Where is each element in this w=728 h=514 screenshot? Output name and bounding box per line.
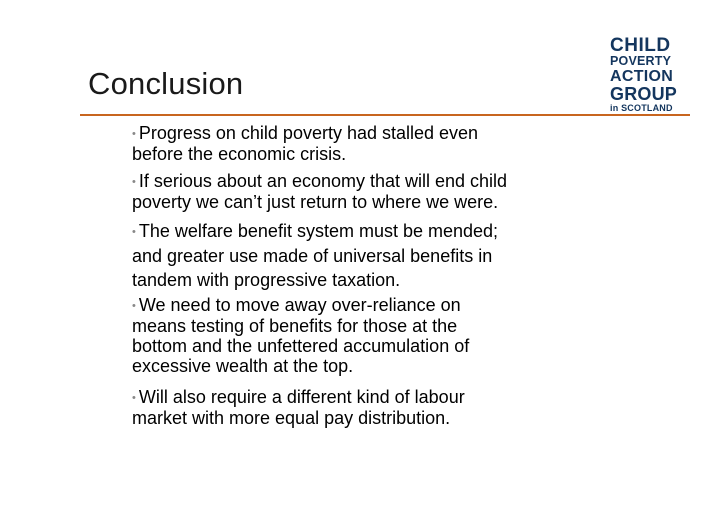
bullet-text: Progress on child poverty had stalled even	[138, 123, 479, 143]
bullet-marker: •	[132, 392, 136, 404]
bullet-text: excessive wealth at the top.	[132, 356, 354, 376]
bullet-item	[132, 171, 507, 212]
logo-line-4: GROUP	[610, 83, 678, 104]
bullet-text: If serious about an economy that will end child	[138, 171, 508, 191]
bullet-text: Will also require a different kind of labour	[138, 387, 465, 407]
bullet-marker: •	[132, 300, 136, 312]
bullet-text: before the economic crisis.	[132, 144, 347, 164]
bullet-text: The welfare benefit system must be mended;	[138, 221, 499, 241]
bullet-text: market with more equal pay distribution.	[132, 408, 451, 428]
bullet-marker: •	[132, 176, 136, 188]
bullet-item	[132, 219, 498, 292]
logo-line-1: CHILD	[610, 35, 671, 56]
bullet-marker: •	[132, 226, 136, 238]
bullet-text: bottom and the unfettered accumulation of	[132, 336, 470, 356]
logo-line-3: ACTION	[610, 67, 674, 85]
bullet-text: means testing of benefits for those at the	[132, 316, 458, 336]
bullet-text: poverty we can’t just return to where we were.	[132, 192, 499, 212]
bullet-item	[132, 295, 469, 376]
bullet-item	[132, 387, 465, 428]
bullet-marker: •	[132, 128, 136, 140]
logo-line-2: POVERTY	[610, 54, 672, 68]
title-divider	[80, 114, 690, 116]
slide-title: Conclusion	[88, 66, 244, 101]
bullet-text: We need to move away over-reliance on	[138, 295, 461, 315]
cpag-scotland-logo	[610, 35, 684, 113]
bullet-text: and greater use made of universal benefits in	[132, 246, 493, 266]
bullet-item	[132, 123, 478, 164]
bullet-text: tandem with progressive taxation.	[132, 270, 401, 290]
logo-line-5: in SCOTLAND	[610, 102, 673, 113]
